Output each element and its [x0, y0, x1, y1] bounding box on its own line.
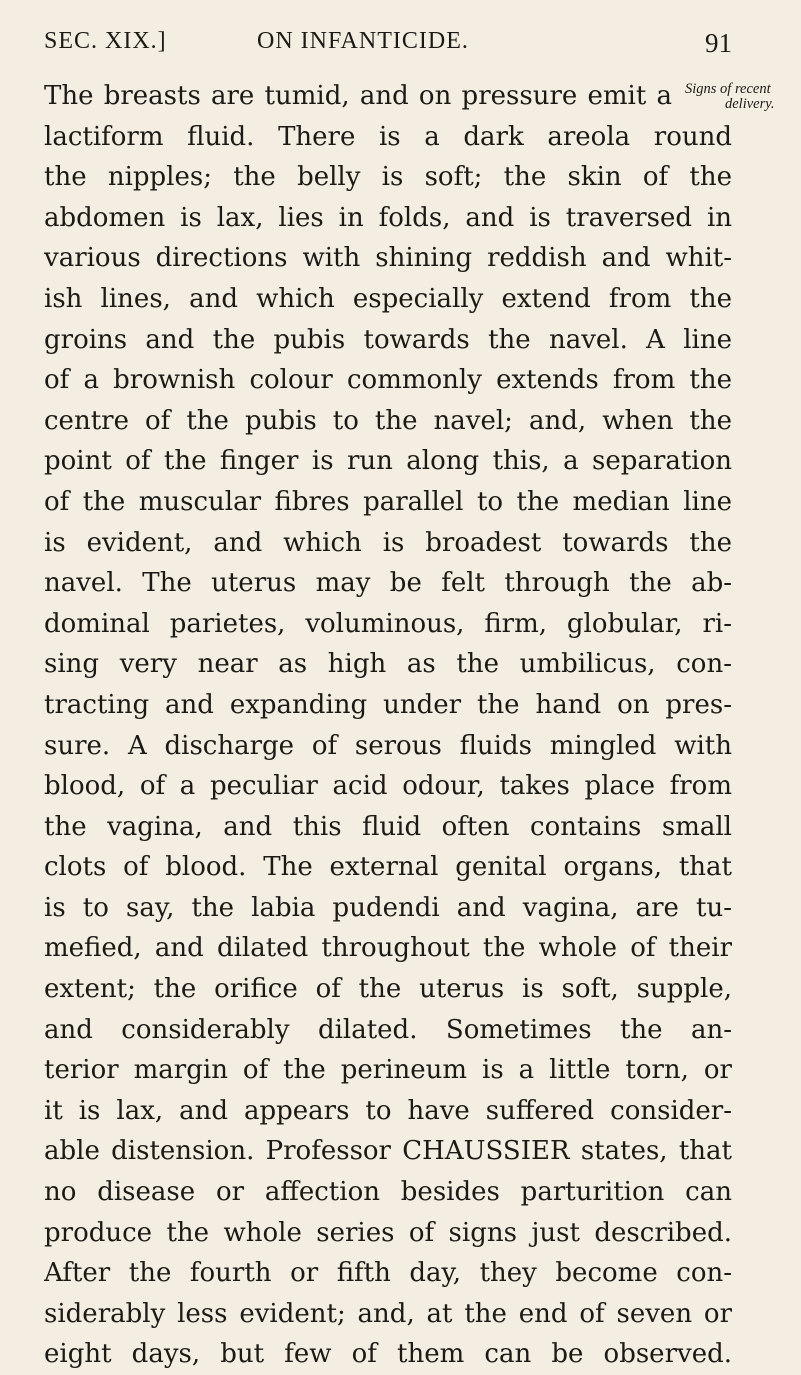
page-number: 91 [705, 28, 732, 58]
text-line: siderably less evident; and, at the end of seven or [44, 1298, 732, 1329]
text-line: and considerably dilated. Sometimes the an- [44, 1014, 732, 1045]
text-line: is to say, the labia pudendi and vagina, are tu- [44, 892, 732, 923]
text-line: centre of the pubis to the navel; and, when the [44, 405, 732, 436]
text-line: lactiform fluid. There is a dark areola round [44, 121, 732, 152]
text-line: eight days, but few of them can be observed. [44, 1339, 732, 1370]
text-line: various directions with shining reddish and whit- [44, 243, 732, 274]
text-line: extent; the orifice of the uterus is soft, supple, [44, 974, 732, 1005]
text-line: blood, of a peculiar acid odour, takes place from [44, 771, 732, 802]
text-line: ish lines, and which especially extend from the [44, 283, 732, 314]
text-line: After the fourth or fifth day, they become con- [44, 1258, 732, 1289]
text-line: dominal parietes, voluminous, firm, globular, ri- [44, 608, 732, 639]
running-head [44, 28, 732, 68]
text-line: of the muscular fibres parallel to the median line [44, 486, 732, 517]
text-line: abdomen is lax, lies in folds, and is traversed in [44, 202, 732, 233]
text-line: clots of blood. The external genital organs, that [44, 852, 732, 883]
body-paragraph [44, 76, 732, 1375]
text-line: sure. A discharge of serous fluids mingled with [44, 730, 732, 761]
text-line: sing very near as high as the umbilicus, con- [44, 649, 732, 680]
text-line: terior margin of the perineum is a little torn, or [44, 1055, 732, 1086]
text-line: navel. The uterus may be felt through the ab- [44, 568, 732, 599]
margin-note-line: delivery. [725, 96, 775, 112]
chapter-title: ON INFANTICIDE. [257, 28, 469, 54]
section-label: SEC. XIX.] [44, 28, 167, 54]
text-line: produce the whole series of signs just described. [44, 1217, 732, 1248]
text-line: mefied, and dilated throughout the whole of their [44, 933, 732, 964]
text-line: the nipples; the belly is soft; the skin of the [44, 162, 732, 193]
margin-note-line: Signs of recent [685, 81, 771, 97]
text-line: no disease or affection besides parturition can [44, 1177, 732, 1208]
text-line: able distension. Professor CHAUSSIER states, that [44, 1136, 732, 1167]
text-line: of a brownish colour commonly extends from the [44, 365, 732, 396]
text-line: groins and the pubis towards the navel. A line [44, 324, 732, 355]
text-line: The breasts are tumid, and on pressure emit a [44, 81, 672, 111]
text-line: tracting and expanding under the hand on pres- [44, 689, 732, 720]
text-line: point of the finger is run along this, a separation [44, 446, 732, 477]
text-line: it is lax, and appears to have suffered consider- [44, 1095, 732, 1126]
text-line: is evident, and which is broadest towards the [44, 527, 732, 558]
text-line: the vagina, and this fluid often contains small [44, 811, 732, 842]
